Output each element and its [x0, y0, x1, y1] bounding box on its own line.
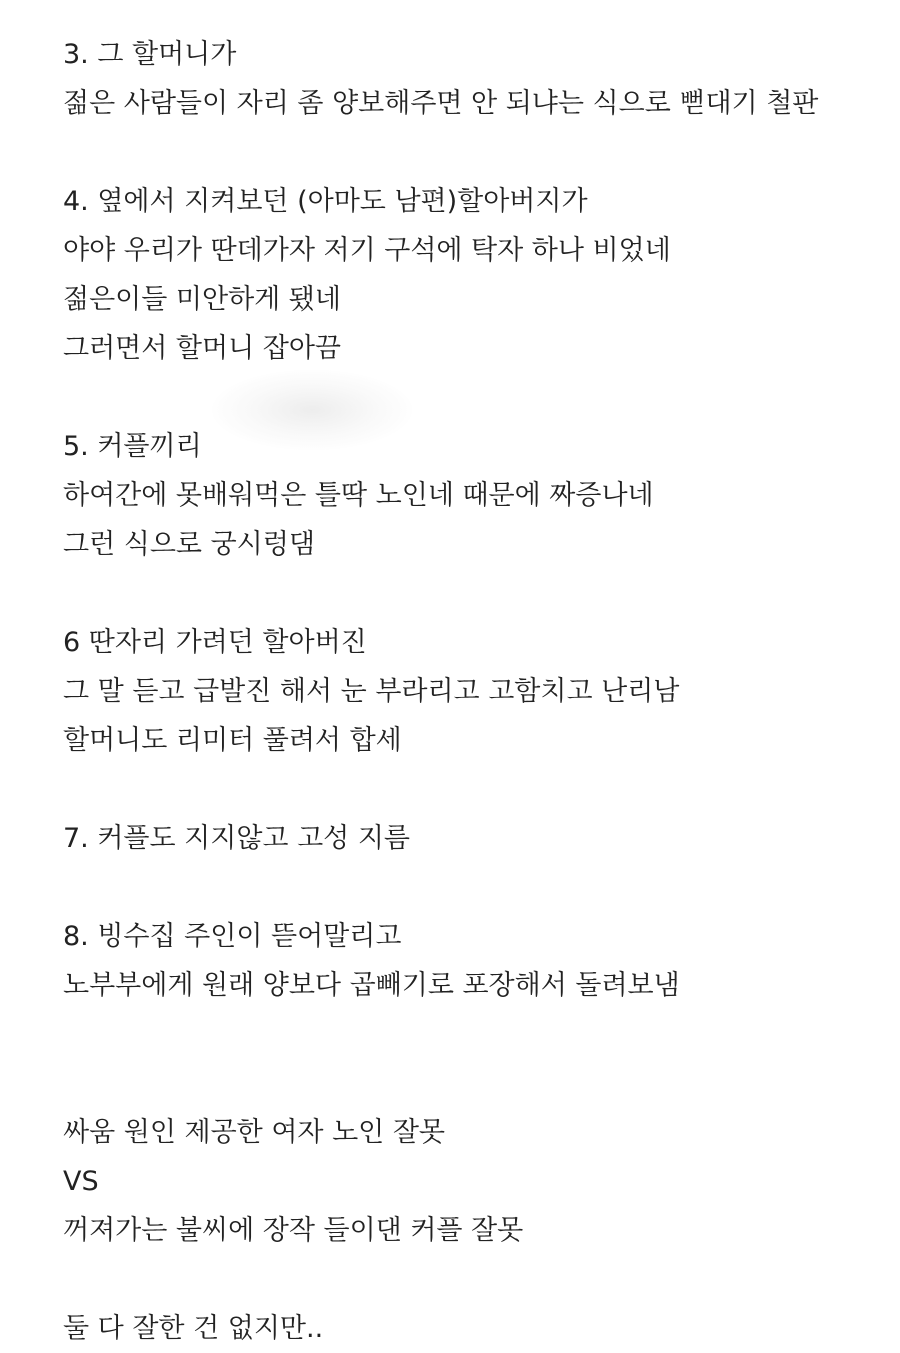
text-line: 젊은이들 미안하게 됐네	[63, 284, 341, 315]
text-line: 노부부에게 원래 양보다 곱빼기로 포장해서 돌려보냄	[63, 970, 680, 1001]
blank-line	[63, 128, 883, 177]
text-line: VS	[63, 1166, 99, 1197]
blank-line	[63, 1255, 883, 1304]
section-3	[63, 30, 883, 128]
blank-line	[63, 863, 883, 912]
text-line: 꺼져가는 불씨에 장작 들이댄 커플 잘못	[63, 1215, 524, 1246]
section-7	[63, 814, 883, 863]
text-line: 8. 빙수집 주인이 뜯어말리고	[63, 921, 402, 952]
text-line: 3. 그 할머니가	[63, 39, 237, 70]
versus-section	[63, 1108, 883, 1255]
text-line: 4. 옆에서 지켜보던 (아마도 남편)할아버지가	[63, 186, 588, 217]
section-4	[63, 177, 883, 373]
text-line: 둘 다 잘한 건 없지만..	[63, 1313, 324, 1344]
text-line: 그러면서 할머니 잡아끔	[63, 333, 341, 364]
blank-line	[63, 765, 883, 814]
section-5	[63, 422, 883, 569]
text-line: 5. 커플끼리	[63, 431, 202, 462]
text-line: 야야 우리가 딴데가자 저기 구석에 탁자 하나 비었네	[63, 235, 671, 266]
text-line: 그 말 듣고 급발진 해서 눈 부라리고 고함치고 난리남	[63, 676, 680, 707]
text-line: 젊은 사람들이 자리 좀 양보해주면 안 되냐는 식으로 뻗대기 철판	[63, 88, 819, 119]
text-line: 싸움 원인 제공한 여자 노인 잘못	[63, 1117, 445, 1148]
blank-lines	[63, 1010, 883, 1108]
text-line: 7. 커플도 지지않고 고성 지름	[63, 823, 410, 854]
section-6	[63, 618, 883, 765]
text-line: 할머니도 리미터 풀려서 합세	[63, 725, 402, 756]
post-body	[63, 30, 883, 1353]
text-line: 하여간에 못배워먹은 틀딱 노인네 때문에 짜증나네	[63, 480, 654, 511]
text-line: 그런 식으로 궁시렁댐	[63, 529, 315, 560]
text-line: 6 딴자리 가려던 할아버진	[63, 627, 367, 658]
blank-line	[63, 373, 883, 422]
blank-line	[63, 569, 883, 618]
section-8	[63, 912, 883, 1010]
closing-section	[63, 1304, 883, 1353]
